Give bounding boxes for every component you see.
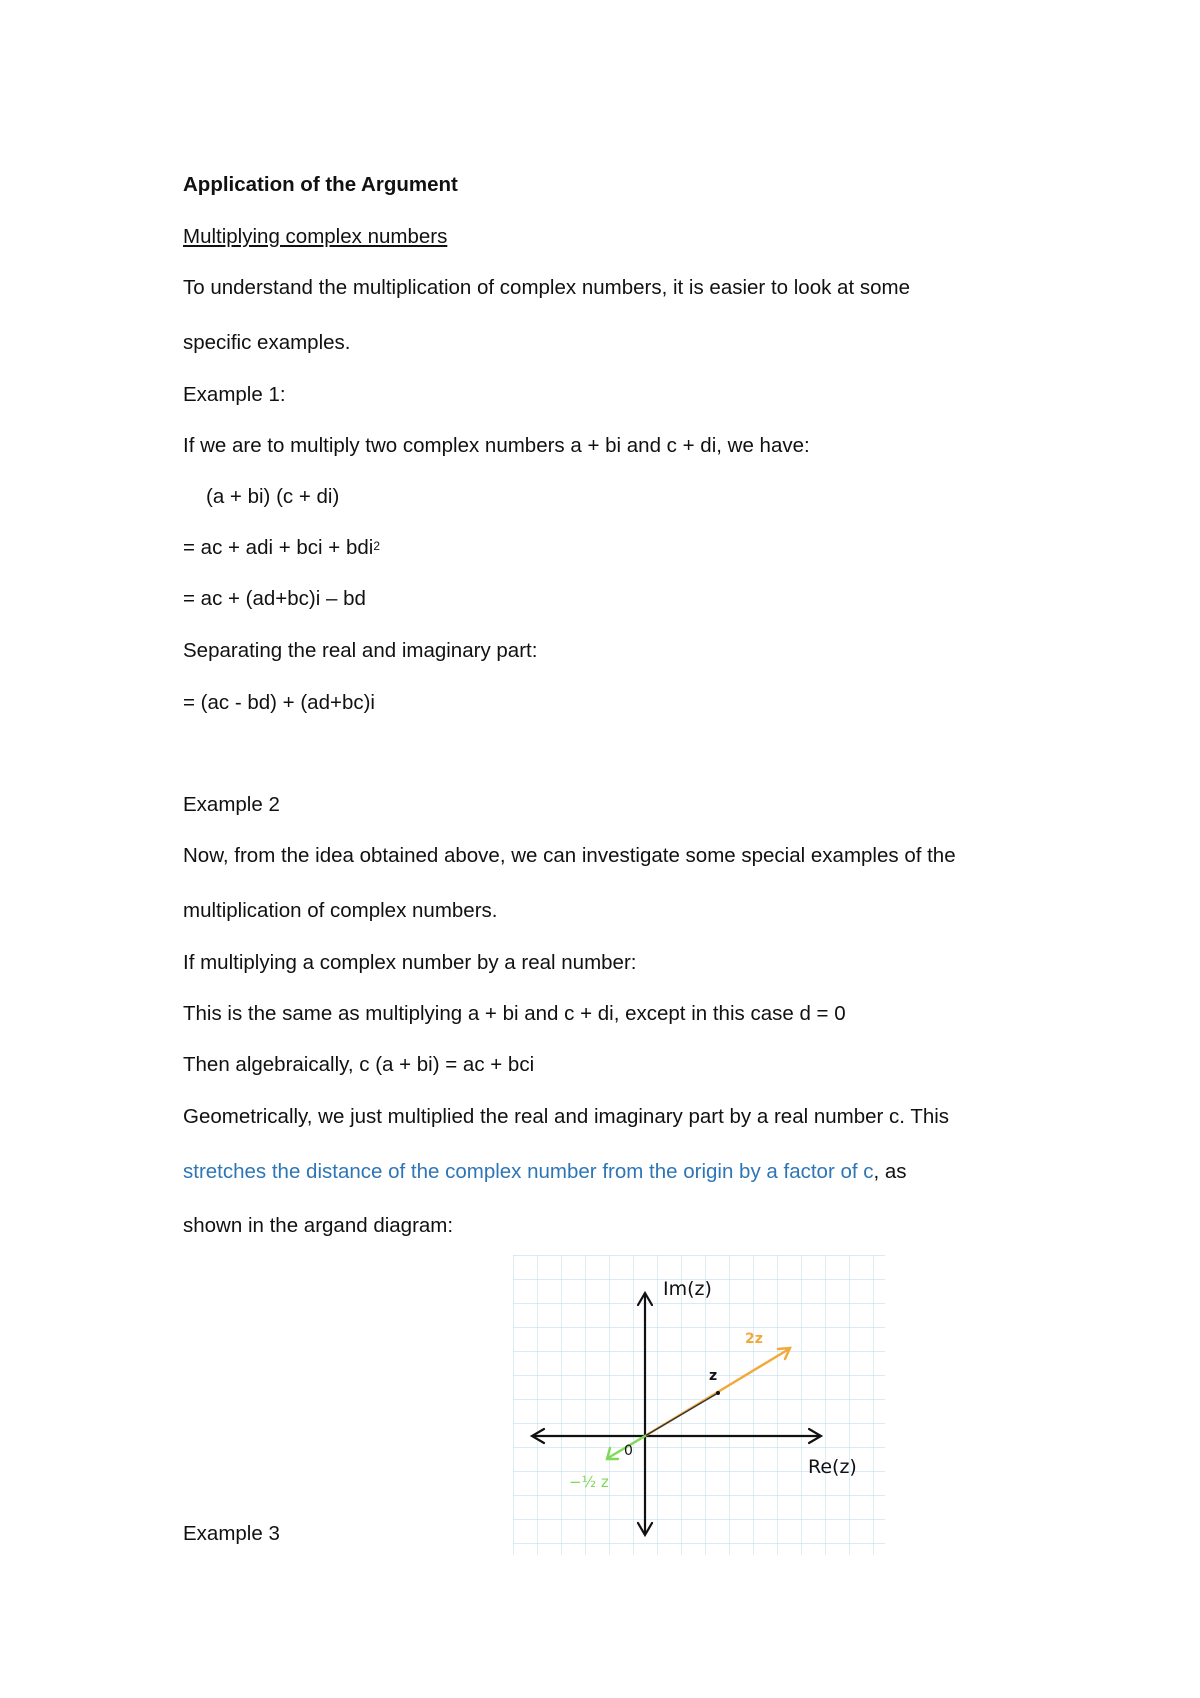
example-2-title: Example 2	[183, 793, 280, 816]
example-2-p4: This is the same as multiplying a + bi and c + di, except in this case d = 0	[183, 1002, 846, 1025]
example-1-title: Example 1:	[183, 383, 286, 406]
re-axis-label: Re(z)	[808, 1456, 857, 1478]
example-1-eq-3: = ac + (ad+bc)i – bd	[183, 587, 366, 610]
z-point	[716, 1391, 720, 1395]
origin-label: 0	[624, 1443, 633, 1459]
two-z-label: 2z	[745, 1331, 763, 1347]
neg-half-z-label: −½ z	[569, 1473, 609, 1491]
example-1-text: If we are to multiply two complex numbers a + bi and c + di, we have:	[183, 434, 810, 457]
z-label: z	[709, 1368, 718, 1384]
example-2-p6: Geometrically, we just multiplied the real and imaginary part by a real number c. This	[183, 1105, 950, 1128]
subheading: Multiplying complex numbers	[183, 225, 448, 248]
example-1-eq-1: (a + bi) (c + di)	[206, 485, 340, 508]
example-2-p7	[183, 1159, 907, 1185]
intro-line-2: specific examples.	[183, 331, 351, 354]
p7-rest: , as	[873, 1160, 907, 1183]
intro-line-1: To understand the multiplication of complex numbers, it is easier to look at some	[183, 276, 910, 299]
eq-2-exponent: 2	[373, 539, 381, 553]
eq-2-base: = ac + adi + bci + bdi	[183, 536, 374, 559]
example-1-eq-4: = (ac - bd) + (ad+bc)i	[183, 691, 375, 714]
example-2-p2: multiplication of complex numbers.	[183, 899, 498, 922]
example-2-p1: Now, from the idea obtained above, we can investigate some special examples of the	[183, 844, 956, 867]
example-2-p8: shown in the argand diagram:	[183, 1214, 454, 1237]
highlighted-text: stretches the distance of the complex number from the origin by a factor of c	[183, 1160, 874, 1183]
heading: Application of the Argument	[183, 173, 458, 196]
example-1-eq-2	[183, 535, 380, 561]
argand-diagram	[513, 1255, 885, 1555]
example-1-separating: Separating the real and imaginary part:	[183, 639, 538, 662]
example-3-title: Example 3	[183, 1522, 280, 1545]
im-axis-label: Im(z)	[663, 1278, 712, 1300]
example-2-p5: Then algebraically, c (a + bi) = ac + bci	[183, 1053, 535, 1076]
example-2-p3: If multiplying a complex number by a real number:	[183, 951, 637, 974]
